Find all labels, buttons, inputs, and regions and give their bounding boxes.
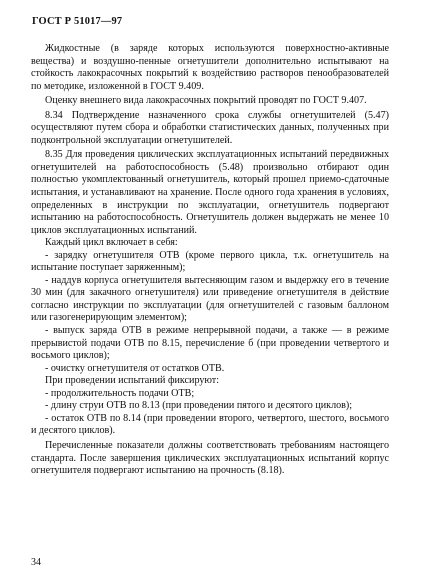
list-item: - остаток ОТВ по 8.14 (при проведении второго, четвертого, шестого, восьмого и десятого циклов). — [31, 412, 389, 437]
page-number: 34 — [31, 557, 41, 568]
paragraph: При проведении испытаний фиксируют: — [45, 375, 220, 387]
list-item: - длину струи ОТВ по 8.13 (при проведении пятого и десятого циклов); — [45, 400, 353, 412]
paragraph: 8.35 Для проведения циклических эксплуатационных испытаний передвижных огнетушителей на работоспособность (5.48) произвольно отбирают один полностью укомплектованный огнетушитель, который прошел приемо-сдаточные испытания, и устанавливают на хранение. После одного года хранения в условиях, определенных в инструкции по эксплуатации, огнетушитель подвергают испытанию на работоспособность. Огнетушитель должен выдержать не менее 10 циклов эксплуатационных испытаний. — [31, 149, 389, 236]
paragraph: Каждый цикл включает в себя: — [45, 237, 178, 249]
page-header: ГОСТ Р 51017—97 — [32, 16, 123, 27]
document-body — [31, 43, 389, 478]
paragraph: 8.34 Подтверждение назначенного срока службы огнетушителей (5.47) осуществляют путем сбора и обработки статистических данных, полученных при подконтрольной эксплуатации огнетушителей. — [31, 109, 389, 146]
paragraph: Жидкостные (в заряде которых используются поверхностно-активные вещества) и воздушно-пенные огнетушители дополнительно испытывают на стойкость лакокрасочных покрытий к воздействию растворов пенообразователей по методике, изложенной в ГОСТ 9.409. — [31, 43, 389, 92]
list-item: - продолжительность подачи ОТВ; — [45, 387, 195, 399]
list-item: - наддув корпуса огнетушителя вытесняющим газом и выдержку его в течение 30 мин (для закачного огнетушителя) или приведение огнетушителя в действие согласно инструкции по эксплуатации (для огнетушителей с газовым баллоном или газогенерирующим элементом); — [31, 274, 389, 324]
paragraph: Оценку внешнего вида лакокрасочных покрытий проводят по ГОСТ 9.407. — [45, 95, 367, 107]
list-item: - выпуск заряда ОТВ в режиме непрерывной подачи, а также — в режиме прерывистой подачи ОТВ по 8.15, перечисление б (при проведении четвертого и восьмого циклов); — [31, 325, 389, 362]
list-item: - очистку огнетушителя от остатков ОТВ. — [45, 362, 225, 374]
paragraph: Перечисленные показатели должны соответствовать требованиям настоящего стандарта. После завершения циклических эксплуатационных испытаний корпус огнетушителя подвергают испытанию на прочность (8.18). — [31, 439, 389, 477]
list-item: - зарядку огнетушителя ОТВ (кроме первого цикла, т.к. огнетушитель на испытание поступает заряженным); — [31, 249, 389, 274]
